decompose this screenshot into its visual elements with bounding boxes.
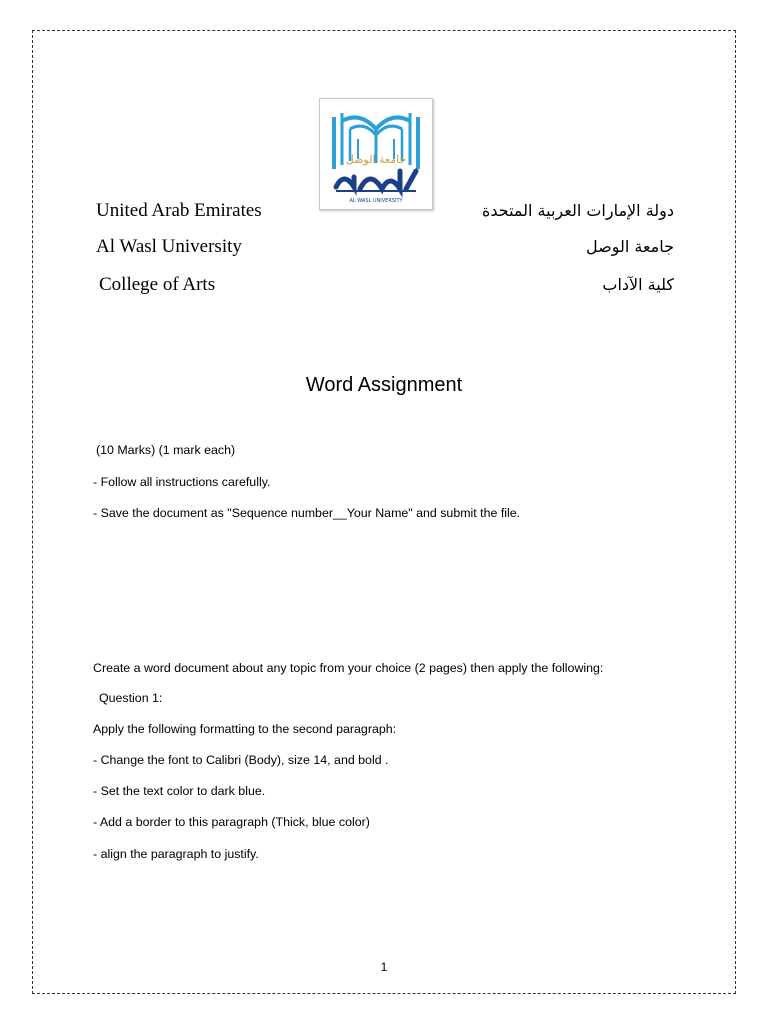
task-item: - align the paragraph to justify. xyxy=(93,847,259,861)
apply-heading: Apply the following formatting to the second paragraph: xyxy=(93,722,397,736)
header-country-en: United Arab Emirates xyxy=(96,200,262,221)
instruction-1: - Follow all instructions carefully. xyxy=(93,475,271,489)
question-label: Question 1: xyxy=(99,691,163,705)
task-item: - Add a border to this paragraph (Thick, blue color) xyxy=(93,815,370,829)
logo-caption: AL WASL UNIVERSITY xyxy=(349,198,403,204)
task-description: Create a word document about any topic from your choice (2 pages) then apply the following: xyxy=(93,661,604,675)
header-university-en: Al Wasl University xyxy=(96,236,242,257)
task-item: - Change the font to Calibri (Body), size 14, and bold . xyxy=(93,753,389,767)
document-title: Word Assignment xyxy=(305,374,463,396)
university-logo xyxy=(319,98,433,210)
header-university-ar: جامعة الوصل xyxy=(585,237,674,256)
header-college-en: College of Arts xyxy=(99,274,216,295)
header-college-ar: كلية الآداب xyxy=(602,275,674,294)
header-country-ar: دولة الإمارات العربية المتحدة xyxy=(481,201,674,220)
page-number: 1 xyxy=(380,960,388,974)
marks-line: (10 Marks) (1 mark each) xyxy=(96,443,236,457)
logo-gold-text: جامعة الوصل xyxy=(345,153,407,166)
instruction-2: - Save the document as "Sequence number__Your Name" and submit the file. xyxy=(93,506,521,520)
logo-emblem-icon xyxy=(320,99,432,209)
task-item: - Set the text color to dark blue. xyxy=(93,784,266,798)
